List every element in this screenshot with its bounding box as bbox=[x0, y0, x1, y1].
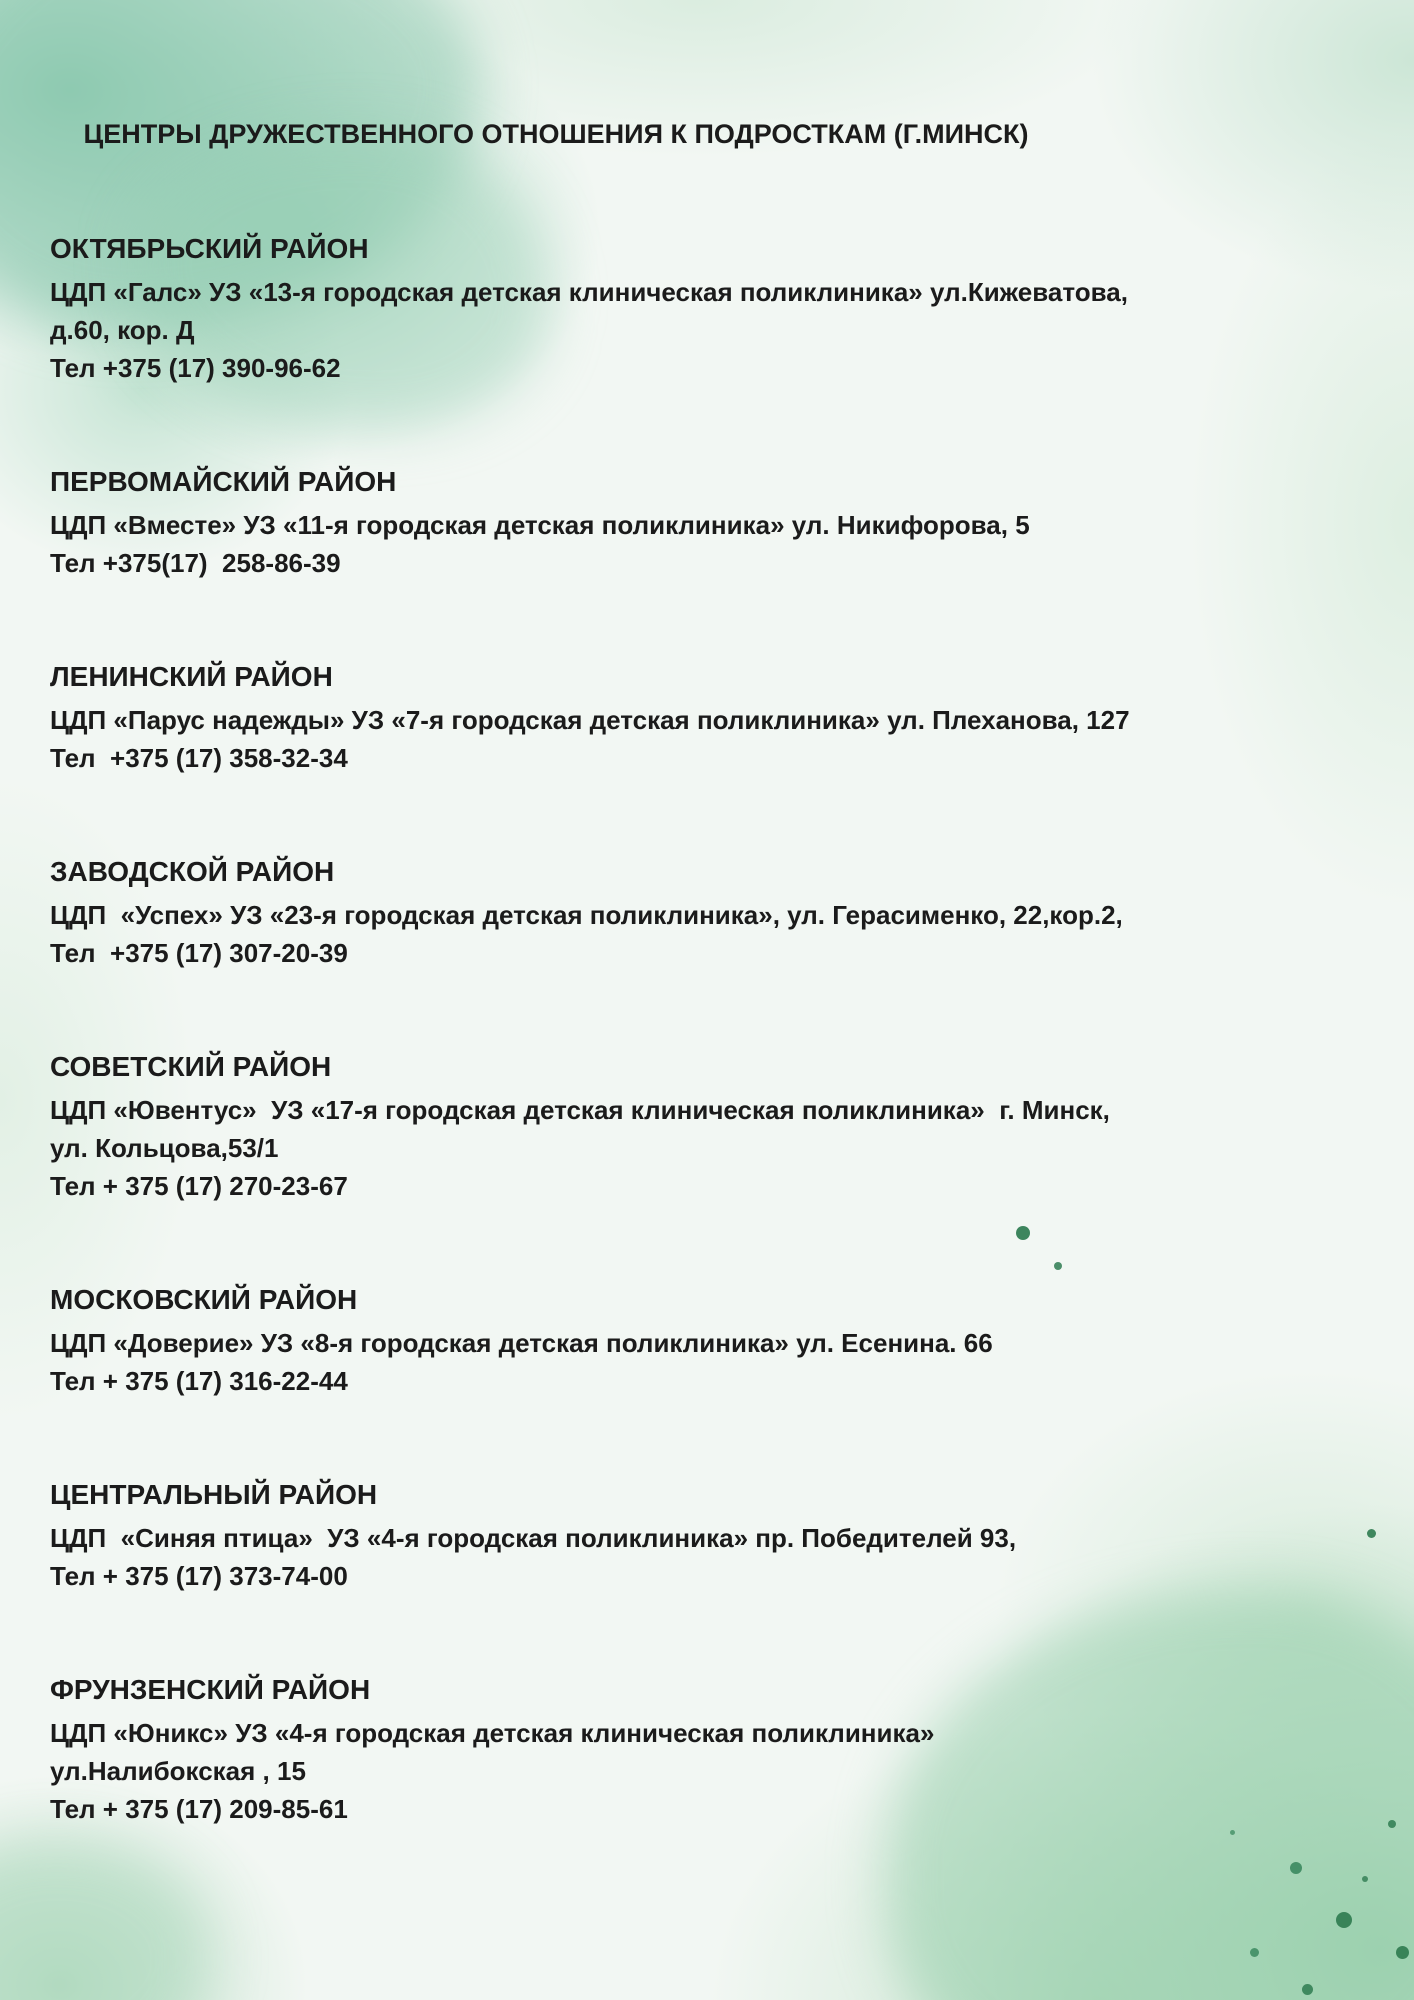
district-heading: МОСКОВСКИЙ РАЙОН bbox=[50, 1284, 358, 1315]
clinic-info-line: ул.Налибокская , 15 bbox=[50, 1756, 306, 1786]
paint-splatter-dot bbox=[1290, 1862, 1302, 1874]
paint-splatter-dot bbox=[1302, 1984, 1313, 1995]
district-heading: ЦЕНТРАЛЬНЫЙ РАЙОН bbox=[50, 1479, 378, 1510]
district-section-frunzensky bbox=[50, 1671, 1062, 1828]
phone-line: Тел + 375 (17) 373-74-00 bbox=[50, 1561, 348, 1591]
phone-line: Тел + 375 (17) 270-23-67 bbox=[50, 1171, 348, 1201]
district-heading: ПЕРВОМАЙСКИЙ РАЙОН bbox=[50, 466, 397, 497]
phone-line: Тел +375(17) 258-86-39 bbox=[50, 548, 341, 578]
district-section-oktyabrsky bbox=[50, 230, 1128, 387]
paint-splatter-dot bbox=[1388, 1820, 1396, 1828]
district-section-pervomaysky bbox=[50, 463, 1062, 582]
district-heading: ОКТЯБРЬСКИЙ РАЙОН bbox=[50, 233, 369, 264]
clinic-info-line: ЦДП «Галс» УЗ «13-я городская детская клиническая поликлиника» ул.Кижеватова, bbox=[50, 277, 1128, 307]
document-title: ЦЕНТРЫ ДРУЖЕСТВЕННОГО ОТНОШЕНИЯ К ПОДРОСТКАМ (Г.МИНСК) bbox=[83, 119, 1029, 149]
district-section-sovetsky bbox=[50, 1048, 1110, 1205]
district-section-tsentralny bbox=[50, 1476, 1062, 1595]
clinic-info-line: ЦДП «Парус надежды» УЗ «7-я городская детская поликлиника» ул. Плеханова, 127 bbox=[50, 705, 1130, 735]
clinic-info-line: ЦДП «Синяя птица» УЗ «4-я городская поликлиника» пр. Победителей 93, bbox=[50, 1523, 1017, 1553]
clinic-info-line: ЦДП «Вместе» УЗ «11-я городская детская поликлиника» ул. Никифорова, 5 bbox=[50, 510, 1030, 540]
clinic-info-line: ЦДП «Ювентус» УЗ «17-я городская детская клиническая поликлиника» г. Минск, bbox=[50, 1095, 1110, 1125]
district-heading: ЗАВОДСКОЙ РАЙОН bbox=[50, 856, 335, 887]
paint-splatter-dot bbox=[1396, 1946, 1409, 1959]
clinic-info-line: ул. Кольцова,53/1 bbox=[50, 1133, 279, 1163]
clinic-info-line: ЦДП «Юникс» УЗ «4-я городская детская клиническая поликлиника» bbox=[50, 1718, 935, 1748]
district-heading: ФРУНЗЕНСКИЙ РАЙОН bbox=[50, 1674, 371, 1705]
clinic-info-line: д.60, кор. Д bbox=[50, 315, 195, 345]
clinic-info-line: ЦДП «Успех» УЗ «23-я городская детская поликлиника», ул. Герасименко, 22,кор.2, bbox=[50, 900, 1123, 930]
paint-splatter-dot bbox=[1250, 1948, 1259, 1957]
phone-line: Тел + 375 (17) 316-22-44 bbox=[50, 1366, 348, 1396]
poster-content bbox=[50, 115, 1130, 1904]
district-heading: ЛЕНИНСКИЙ РАЙОН bbox=[50, 661, 333, 692]
paint-splatter-dot bbox=[1336, 1912, 1352, 1928]
district-section-zavodskoy bbox=[50, 853, 1123, 972]
clinic-info-line: ЦДП «Доверие» УЗ «8-я городская детская поликлиника» ул. Есенина. 66 bbox=[50, 1328, 993, 1358]
phone-line: Тел + 375 (17) 209-85-61 bbox=[50, 1794, 348, 1824]
phone-line: Тел +375 (17) 307-20-39 bbox=[50, 938, 348, 968]
phone-line: Тел +375 (17) 390-96-62 bbox=[50, 353, 341, 383]
paint-splatter-dot bbox=[1230, 1830, 1235, 1835]
district-heading: СОВЕТСКИЙ РАЙОН bbox=[50, 1051, 332, 1082]
district-section-moskovsky bbox=[50, 1281, 1062, 1400]
phone-line: Тел +375 (17) 358-32-34 bbox=[50, 743, 348, 773]
paint-splatter-dot bbox=[1362, 1876, 1368, 1882]
district-section-leninsky bbox=[50, 658, 1130, 777]
paint-splatter-dot bbox=[1367, 1529, 1376, 1538]
